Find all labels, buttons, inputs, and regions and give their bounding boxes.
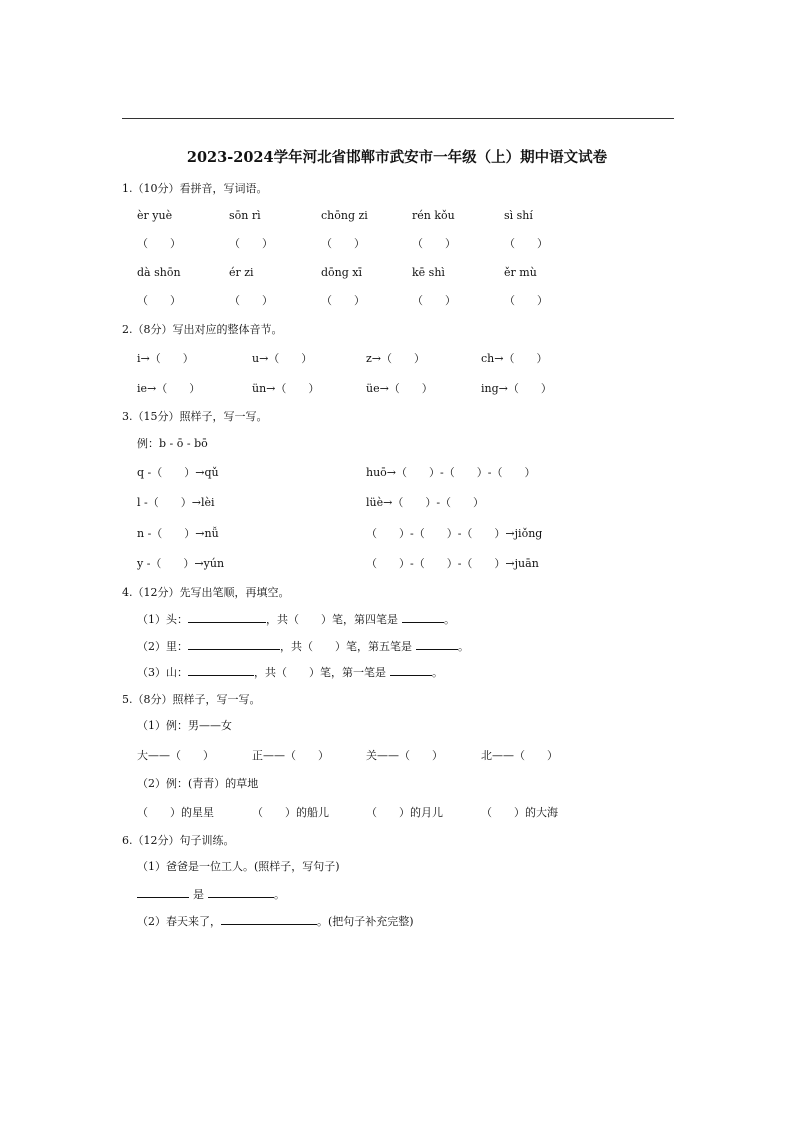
- q1-answer-blank[interactable]: （ ）: [229, 237, 273, 250]
- q5-antonym-item[interactable]: 大——（ ）: [137, 749, 214, 762]
- q5-heading: 5.（8分）照样子，写一写。: [122, 693, 261, 706]
- q2-item[interactable]: ün→（ ）: [252, 382, 320, 395]
- q1-answer-blank[interactable]: （ ）: [137, 237, 181, 250]
- q1-answer-blank[interactable]: （ ）: [229, 294, 273, 307]
- q1-pinyin-5: sì shí: [504, 209, 533, 222]
- q3-right-item[interactable]: （ ）-（ ）-（ ）→jiǒng: [366, 527, 543, 540]
- q4-item-1: [137, 611, 455, 627]
- q4-item-text: ，共（ ）笔，第一笔是: [254, 666, 386, 679]
- q3-left-item[interactable]: l -（ ）→lèi: [137, 496, 215, 509]
- q5-phrase-item[interactable]: （ ）的星星: [137, 806, 214, 819]
- q3-left-item[interactable]: q -（ ）→qǔ: [137, 466, 219, 479]
- q4-item-3: [137, 664, 443, 680]
- q4-item-text: ，共（ ）笔，第五笔是: [280, 640, 412, 653]
- q2-item[interactable]: i→（ ）: [137, 352, 194, 365]
- stroke-order-blank[interactable]: [188, 613, 266, 623]
- q2-item[interactable]: ing→（ ）: [481, 382, 552, 395]
- q3-right-item[interactable]: （ ）-（ ）-（ ）→juān: [366, 557, 539, 570]
- q6-sub1: （1）爸爸是一位工人。(照样子，写句子): [137, 860, 340, 873]
- stroke-blank[interactable]: [390, 666, 432, 676]
- q2-item[interactable]: ch→（ ）: [481, 352, 548, 365]
- q6-line1-mid: 是: [193, 888, 204, 901]
- q1-heading: 1.（10分）看拼音，写词语。: [122, 182, 268, 195]
- q1-answer-blank[interactable]: （ ）: [504, 294, 548, 307]
- q5-phrase-item[interactable]: （ ）的月儿: [366, 806, 443, 819]
- q4-item-end: 。: [458, 640, 469, 653]
- q4-item-end: 。: [444, 613, 455, 626]
- q3-heading: 3.（15分）照样子，写一写。: [122, 410, 268, 423]
- q3-example: 例：b - ō - bō: [137, 437, 208, 450]
- q1-pinyin-1: èr yuè: [137, 209, 173, 222]
- q4-item-end: 。: [432, 666, 443, 679]
- q1-pinyin-7: ér zi: [229, 266, 254, 279]
- q1-answer-blank[interactable]: （ ）: [137, 294, 181, 307]
- q2-item[interactable]: ie→（ ）: [137, 382, 201, 395]
- q2-item[interactable]: üe→（ ）: [366, 382, 433, 395]
- stroke-order-blank[interactable]: [188, 640, 280, 650]
- q6-line2: [137, 913, 414, 929]
- sentence-blank[interactable]: [221, 915, 317, 925]
- q3-left-item[interactable]: y -（ ）→yún: [137, 557, 225, 570]
- q6-sub2-b: 。(把句子补充完整): [317, 915, 414, 928]
- q5-antonym-item[interactable]: 关——（ ）: [366, 749, 443, 762]
- header-rule: [122, 118, 674, 119]
- q1-pinyin-6: dà shōn: [137, 266, 181, 279]
- q5-phrase-item[interactable]: （ ）的船儿: [252, 806, 329, 819]
- stroke-blank[interactable]: [402, 613, 444, 623]
- q6-heading: 6.（12分）句子训练。: [122, 834, 235, 847]
- q5-phrase-item[interactable]: （ ）的大海: [481, 806, 558, 819]
- q1-answer-blank[interactable]: （ ）: [321, 294, 365, 307]
- q1-answer-blank[interactable]: （ ）: [321, 237, 365, 250]
- q5-sub1: （1）例：男——女: [137, 719, 232, 732]
- q6-line1-end: 。: [274, 888, 285, 901]
- q5-sub2: （2）例：(青青）的草地: [137, 777, 259, 790]
- q5-antonym-item[interactable]: 北——（ ）: [481, 749, 558, 762]
- q6-sub2-a: （2）春天来了，: [137, 915, 221, 928]
- q4-item-text: ，共（ ）笔，第四笔是: [266, 613, 398, 626]
- stroke-order-blank[interactable]: [188, 666, 254, 676]
- q2-heading: 2.（8分）写出对应的整体音节。: [122, 323, 283, 336]
- q4-item-2: [137, 638, 469, 654]
- sentence-blank[interactable]: [208, 888, 274, 898]
- q1-pinyin-10: ěr mù: [504, 266, 537, 279]
- q5-antonym-item[interactable]: 正——（ ）: [252, 749, 329, 762]
- q1-answer-blank[interactable]: （ ）: [412, 294, 456, 307]
- q3-left-item[interactable]: n -（ ）→nǚ: [137, 527, 219, 540]
- q2-item[interactable]: u→（ ）: [252, 352, 313, 365]
- q1-pinyin-9: kē shì: [412, 266, 445, 279]
- q1-answer-blank[interactable]: （ ）: [412, 237, 456, 250]
- q3-right-item[interactable]: huō→（ ）-（ ）-（ ）: [366, 466, 536, 479]
- q4-heading: 4.（12分）先写出笔顺，再填空。: [122, 586, 290, 599]
- q1-pinyin-3: chōng zi: [321, 209, 368, 222]
- q1-pinyin-4: rén kǒu: [412, 209, 455, 222]
- stroke-blank[interactable]: [416, 640, 458, 650]
- q4-item-label: （2）里：: [137, 640, 188, 653]
- q3-right-item[interactable]: lüè→（ ）-（ ）: [366, 496, 485, 509]
- sentence-blank[interactable]: [137, 888, 189, 898]
- q6-line1: [137, 886, 285, 902]
- page-title: 2023-2024学年河北省邯郸市武安市一年级（上）期中语文试卷: [186, 149, 608, 166]
- q1-pinyin-8: dōng xī: [321, 266, 363, 279]
- q2-item[interactable]: z→（ ）: [366, 352, 426, 365]
- q4-item-label: （1）头：: [137, 613, 188, 626]
- q4-item-label: （3）山：: [137, 666, 188, 679]
- q1-answer-blank[interactable]: （ ）: [504, 237, 548, 250]
- q1-pinyin-2: sōn rì: [229, 209, 261, 222]
